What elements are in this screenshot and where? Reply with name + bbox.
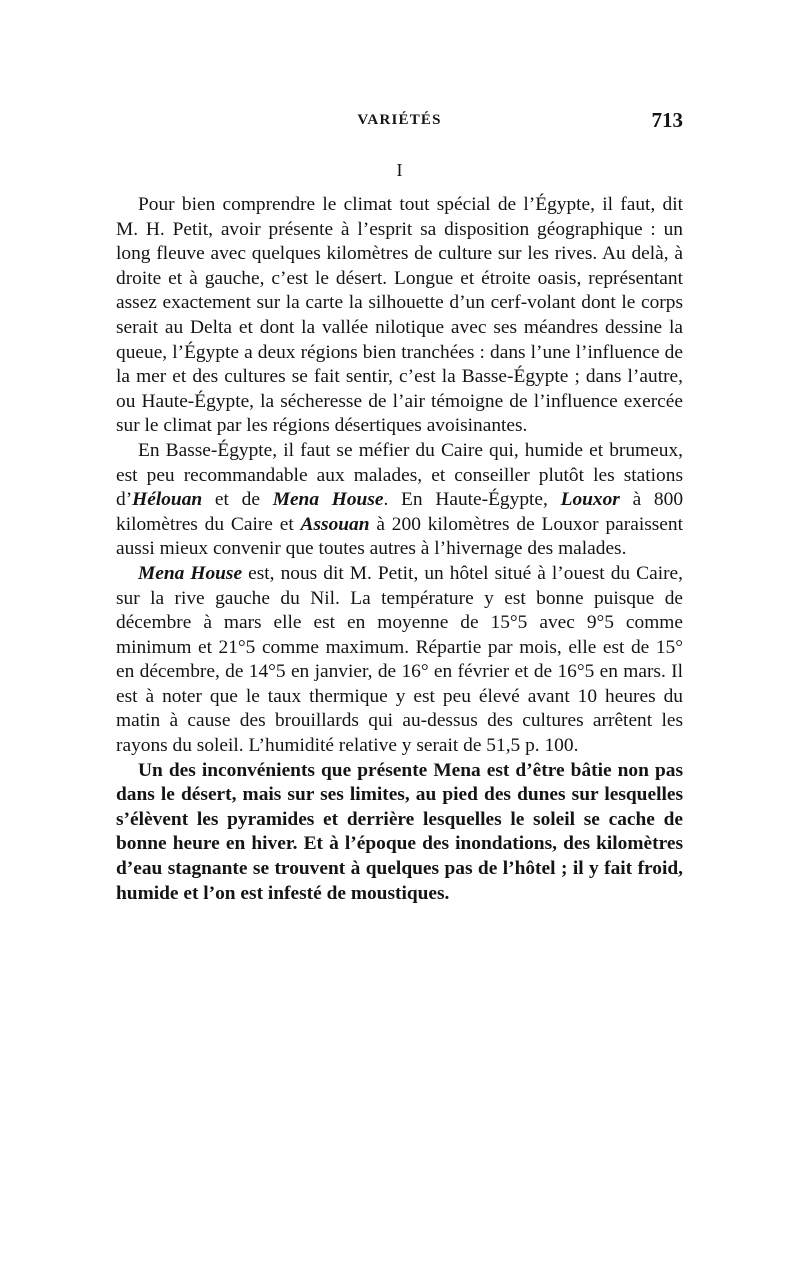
- place-name-helouan: Hélouan: [132, 489, 203, 511]
- paragraph-3-text: est, nous dit M. Petit, un hôtel situé à l’ouest du Caire, sur la rive gauche du Nil. La température y est bonne puisque de décembre à mars elle est en moyenne de 15°5 avec 9°5 comme minimum et 21°5 comme maximum. Répartie par mois, elle est de 15° en décembre, de 14°5 en janvier, de 16° en février et de 16°5 en mars. Il est à noter que le taux thermique y est peu élevé avant 10 heures du matin à cause des brouillards qui au-dessus des cultures arrêtent les rayons du soleil. L’humidité relative y serait de 51,5 p. 100.: [116, 562, 684, 757]
- place-name-mena-house-lead: Mena House: [138, 562, 243, 584]
- place-name-assouan: Assouan: [300, 513, 370, 535]
- running-title: VARIÉTÉS: [357, 112, 442, 128]
- running-head: [116, 108, 683, 138]
- page-number: 713: [651, 108, 683, 132]
- paragraph-2-text-3: . En Haute-Égypte,: [383, 489, 561, 511]
- body-text: [116, 193, 683, 906]
- paragraph-2-text-5: à 200 kilomètres de Louxor paraissent aussi mieux convenir que toutes autres à l’hivernage des malades.: [116, 513, 683, 560]
- place-name-mena-house: Mena House: [272, 489, 384, 511]
- paragraph-2: [116, 439, 683, 562]
- book-page: [116, 108, 683, 906]
- paragraph-4: Un des inconvénients que présente Mena est d’être bâtie non pas dans le désert, mais sur ses limites, au pied des dunes sur lesquelles s’élèvent les pyramides et derrière lesquelles le soleil se cache de bonne heure en hiver. Et à l’époque des inondations, des kilomètres d’eau stagnante se trouvent à quelques pas de l’hôtel ; il y fait froid, humide et l’on est infesté de moustiques.: [116, 759, 683, 904]
- paragraph-1: Pour bien comprendre le climat tout spécial de l’Égypte, il faut, dit M. H. Petit, avoir présente à l’esprit sa disposition géographique : un long fleuve avec quelques kilomètres de culture sur les rives. Au delà, à droite et à gauche, c’est le désert. Longue et étroite oasis, représentant assez exactement sur la carte la silhouette d’un cerf-volant dont le corps serait au Delta et dont la vallée nilotique avec ses méandres dessine la queue, l’Égypte a deux régions bien tranchées : dans l’une l’influence de la mer et des cultures se fait sentir, c’est la Basse-Égypte ; dans l’autre, ou Haute-Égypte, la sécheresse de l’air témoigne de l’influence exercée sur le climat par les régions désertiques avoisinantes.: [116, 194, 683, 437]
- paragraph-2-text-2: et de: [202, 489, 273, 511]
- paragraph-2-text-4: à 800 kilomètres du Caire et: [116, 489, 684, 535]
- paragraph-2-text-1: En Basse-Égypte, il faut se méfier du Caire qui, humide et brumeux, est peu recommandable aux malades, et conseiller plutôt les stations d’: [116, 439, 683, 511]
- paragraph-3: [116, 562, 683, 759]
- place-name-louxor: Louxor: [560, 489, 620, 511]
- section-number: I: [396, 160, 403, 180]
